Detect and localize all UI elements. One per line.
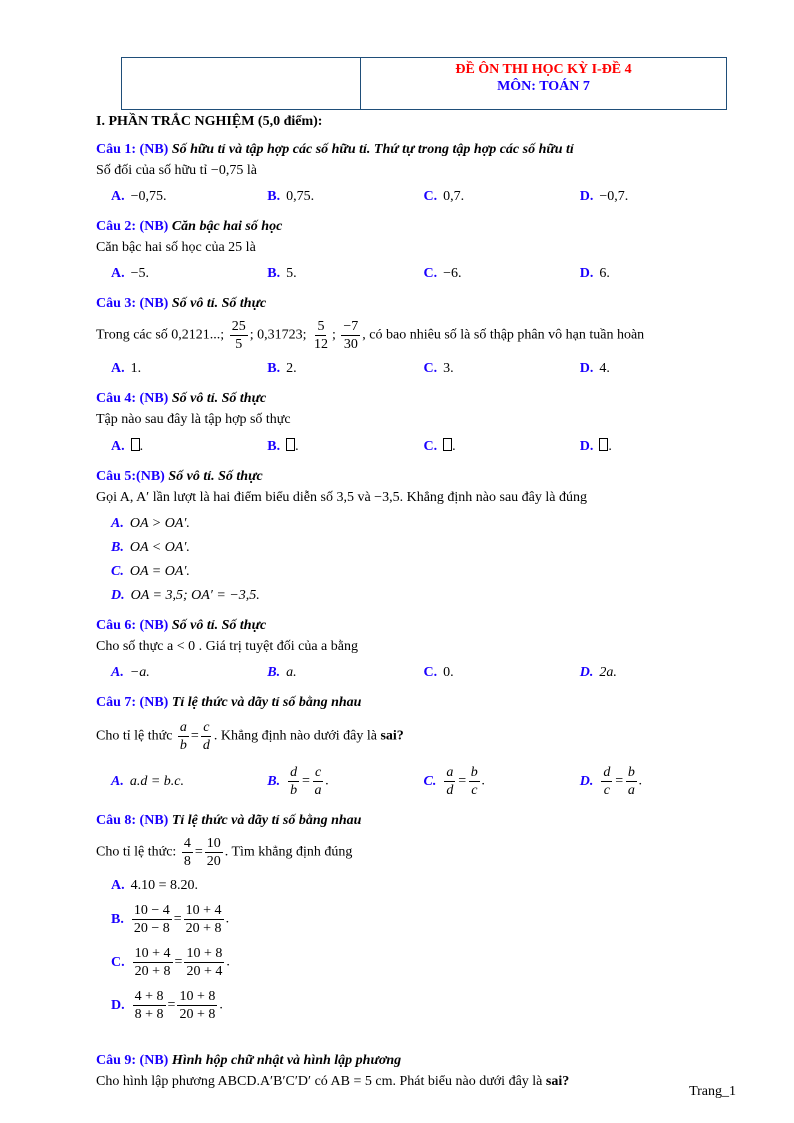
question-8-stem: Cho tỉ lệ thức: $\frac{4}{8}$ = $\frac{10}{20}$ . Tìm khẳng định đúng [96, 836, 353, 869]
option-d: D. $\frac{d}{c}$ = $\frac{b}{a}$ . [579, 765, 643, 798]
option-b: B. OA < OA′. [111, 540, 190, 555]
question-3-heading: Câu 3: (NB) Số vô tỉ. Số thực [96, 296, 267, 311]
question-2-heading: Câu 2: (NB) Căn bậc hai số học [96, 219, 283, 234]
question-3-stem: Trong các số 0,2121...; $\frac{25}{5}$ ; 0,31723; $\frac{5}{12}$ ; $\frac{-7}{30}$ , có bao nhiêu số là số thập phân vô hạn tuần hoàn [96, 319, 645, 352]
question-4-stem: Tập nào sau đây là tập hợp số thực [96, 412, 291, 427]
section-title: I. PHẦN TRẮC NGHIỆM (5,0 điểm): [96, 114, 323, 129]
option-b: B. 0,75. [267, 189, 315, 204]
question-5-options [111, 516, 736, 612]
question-1-heading [96, 142, 736, 158]
option-a: A. 4.10 = 8.20. [111, 878, 199, 893]
missing-glyph-icon [286, 438, 295, 451]
document-body [96, 114, 736, 1092]
fraction: $\frac{-7}{30}$ [343, 319, 359, 352]
option-a: A. −a. [111, 665, 150, 680]
header-table [121, 57, 727, 110]
page-number: Trang_1 [689, 1084, 736, 1099]
question-7-stem: Cho tỉ lệ thức $\frac{a}{b}$ = $\frac{c}{d}$ . Khẳng định nào dưới đây là sai? [96, 720, 404, 753]
fraction: $\frac{4}{8}$ [183, 836, 191, 869]
missing-glyph-icon [131, 438, 140, 451]
question-5-heading: Câu 5:(NB) Số vô tỉ. Số thực [96, 469, 263, 484]
option-a: A. −0,75. [111, 189, 167, 204]
option-c: C. 3. [423, 361, 454, 376]
question-7-heading: Câu 7: (NB) Tỉ lệ thức và dãy tỉ số bằng nhau [96, 695, 362, 710]
fraction: $\frac{a}{b}$ [179, 720, 187, 753]
option-c: C. 0,7. [423, 189, 465, 204]
option-d: D. $\frac{4 + 8}{8 + 8}$ = $\frac{10 + 8}{20 + 8}$ . [111, 989, 223, 1022]
option-b: B. a. [267, 665, 297, 680]
question-8-options [111, 878, 736, 1031]
option-c: C. . [423, 439, 456, 454]
question-1-options [111, 189, 736, 205]
question-5-stem: Gọi A, A′ lần lượt là hai điểm biểu diễn số 3,5 và −3,5. Khẳng định nào sau đây là đúng [96, 490, 587, 505]
question-2-stem: Căn bậc hai số học của 25 là [96, 240, 256, 255]
option-d: D. 2a. [579, 665, 617, 680]
option-a: A. 1. [111, 361, 142, 376]
exam-title: ĐỀ ÔN THI HỌC KỲ I-ĐỀ 4 [455, 62, 632, 77]
option-a: A. −5. [111, 266, 150, 281]
question-3-options [111, 361, 736, 377]
option-a: A. OA > OA′. [111, 516, 190, 531]
option-b: B. . [267, 439, 299, 454]
option-c: C. −6. [423, 266, 462, 281]
option-a: A. a.d = b.c. [111, 773, 185, 789]
option-c: C. OA = OA′. [111, 564, 190, 579]
exam-subject: MÔN: TOÁN 7 [497, 79, 590, 94]
missing-glyph-icon [443, 438, 452, 451]
question-1-stem: Số đối của số hữu tỉ −0,75 là [96, 163, 257, 178]
fraction: $\frac{5}{12}$ [313, 319, 328, 352]
option-a: A. . [111, 439, 144, 454]
header-left-cell [122, 58, 361, 109]
question-9-stem: Cho hình lập phương ABCD.A′B′C′D′ có AB = 5 cm. Phát biểu nào dưới đây là sai? [96, 1074, 570, 1089]
question-4-options [111, 438, 736, 455]
option-b: B. 2. [267, 361, 297, 376]
option-c: C. 0. [423, 665, 454, 680]
header-right-cell [361, 58, 726, 109]
question-9-heading: Câu 9: (NB) Hình hộp chữ nhật và hình lập phương [96, 1053, 402, 1068]
fraction: $\frac{25}{5}$ [231, 319, 246, 352]
option-c: C. $\frac{10 + 4}{20 + 8}$ = $\frac{10 + 8}{20 + 4}$ . [111, 946, 230, 979]
question-topic: Số hữu tỉ và tập hợp các số hữu tỉ. Thứ tự trong tập hợp các số hữu tỉ [171, 142, 574, 157]
option-b: B. $\frac{d}{b}$ = $\frac{c}{a}$ . [267, 765, 330, 798]
question-6-options [111, 665, 736, 681]
question-7-options [111, 764, 736, 799]
question-6-stem: Cho số thực a < 0 . Giá trị tuyệt đối của a bằng [96, 639, 358, 654]
question-6-heading: Câu 6: (NB) Số vô tỉ. Số thực [96, 618, 267, 633]
question-4-heading: Câu 4: (NB) Số vô tỉ. Số thực [96, 391, 267, 406]
question-label: Câu 1: (NB) [96, 142, 169, 157]
option-d: D. −0,7. [579, 189, 629, 204]
option-d: D. . [579, 439, 612, 454]
fraction: $\frac{c}{d}$ [202, 720, 210, 753]
option-c: C. $\frac{a}{d}$ = $\frac{b}{c}$ . [423, 765, 486, 798]
option-b: B. $\frac{10 - 4}{20 - 8}$ = $\frac{10 + 4}{20 + 8}$ . [111, 903, 230, 936]
question-8-heading: Câu 8: (NB) Tỉ lệ thức và dãy tỉ số bằng nhau [96, 813, 362, 828]
option-d: D. 4. [579, 361, 610, 376]
option-d: D. OA = 3,5; OA′ = −3,5. [111, 588, 260, 603]
option-d: D. 6. [579, 266, 610, 281]
question-2-options [111, 266, 736, 282]
option-b: B. 5. [267, 266, 297, 281]
